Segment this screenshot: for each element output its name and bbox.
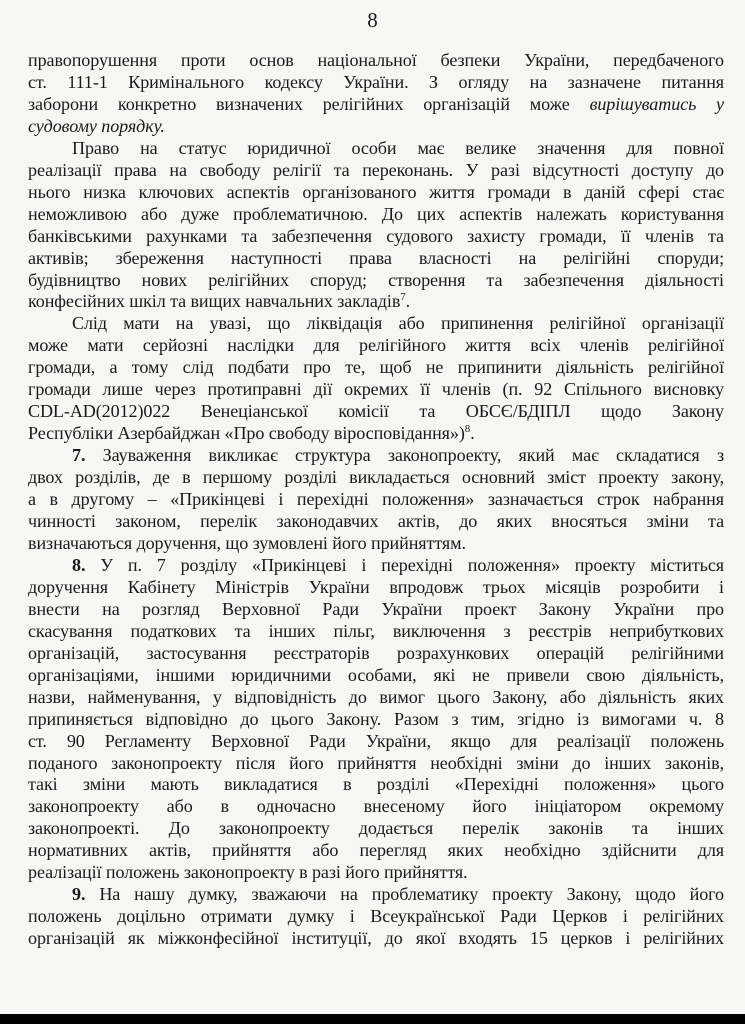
text-line: Слід мати на увазі, що ліквідація або припинення релігійної організації [72, 313, 724, 334]
item-number: 9. [72, 884, 86, 905]
text-line: нього низка ключових аспектів організованого життя громади в даній сфері стає [28, 181, 724, 202]
text-line: двох розділів, де в першому розділі викладається основний зміст проекту закону, [28, 467, 724, 488]
italic-text: вирішуватись у [589, 93, 724, 114]
text-line: припиняється відповідно до цього Закону. Разом з тим, згідно із вимогами ч. 8 [28, 708, 724, 729]
text-line [28, 884, 724, 906]
text-line: Республіки Азербайджан «Про свободу віросповідання»)$^8$. [28, 423, 475, 444]
text-line: громади, а тому слід подбати про те, щоб не припинити діяльність релігійної [28, 357, 724, 378]
text-line: реалізації положень законопроекту в разі його прийняття. [28, 862, 468, 883]
item-number: 7. [72, 445, 86, 466]
text-line: правопорушення проти основ національної безпеки України, передбаченого [28, 50, 724, 70]
text-line: законопроекті. До законопроекту додається перелік законів та інших [28, 818, 724, 839]
text-segment: У п. 7 розділу «Прикінцеві і перехідні положення» проекту міститься [85, 554, 724, 575]
text-line: законопроекту або в одночасно внесеному його ініціатором окремому [28, 796, 724, 817]
text-line: положень доцільно отримати думку і Всеукраїнської Ради Церков і релігійних [28, 906, 724, 927]
footnote-ref: 7 [400, 291, 406, 304]
text-line: організацій, застосування реєстраторів розрахункових операцій релігійними [28, 642, 724, 663]
text-line: неможливою або дуже проблематичною. До цих аспектів належать користування [28, 203, 724, 224]
text-line: банківськими рахунками та забезпечення судового захисту громади, її членів та [28, 225, 724, 246]
item-number: 8. [72, 554, 86, 575]
text-line: Право на статус юридичної особи має велике значення для повної [72, 137, 724, 158]
bottom-edge-bar [0, 1014, 745, 1024]
text-line: організаціями, іншими юридичними особами, які не привели свою діяльність, [28, 664, 724, 685]
text-line: нормативних актів, прийняття або перегляд яких необхідно здійснити для [28, 840, 724, 861]
text-line: громади лише через протиправні дії окремих її членів (п. 92 Спільного висновку [28, 379, 724, 400]
text-line: може мати серйозні наслідки для релігійного життя всіх членів релігійної [28, 335, 724, 356]
text-line: будівництво нових релігійних споруд; створення та забезпечення діяльності [28, 269, 724, 290]
text-line: поданого законопроекту після його прийняття необхідні зміни до інших законів, [28, 752, 724, 773]
paragraph-item-8 [28, 555, 724, 884]
text-line: ст. 111-1 Кримінального кодексу України. З огляду на зазначене питання [28, 71, 724, 92]
text-line: а в другому – «Прикінцеві і перехідні положення» зазначається строк набрання [28, 489, 724, 510]
text-line: CDL-AD(2012)022 Венеціанської комісії та ОБСЄ/БДІПЛ щодо Закону [28, 401, 724, 422]
text-line: реалізації права на свободу релігії та переконань. У разі відсутності доступу до [28, 159, 724, 180]
text-segment: конфесійних шкіл та вищих навчальних закладів [28, 291, 401, 312]
text-segment: заборони конкретно визначених релігійних організацій може [28, 93, 570, 114]
document-body [28, 50, 724, 950]
text-line: чинності законом, перелік законодавчих актів, до яких вносяться зміни та [28, 511, 724, 532]
paragraph-item-7 [28, 445, 724, 555]
text-line: судовому порядку. [28, 115, 165, 136]
text-segment: На нашу думку, зважаючи на проблематику проекту Закону, щодо його [85, 884, 724, 905]
text-line: конфесійних шкіл та вищих навчальних закладів$^7$. [28, 291, 411, 312]
text-line: визначаються доручення, що зумовлені його прийняттям. [28, 532, 466, 553]
text-segment: Зауваження викликає структура законопроекту, який має складатися з [85, 445, 724, 466]
text-line: організацій як міжконфесійної інституції, до якої входять 15 церков і релігійних [28, 928, 724, 949]
text-line: доручення Кабінету Міністрів України впродовж трьох місяців розробити і [28, 576, 724, 597]
page-number: 8 [367, 8, 378, 32]
footnote-ref: 8 [464, 423, 471, 436]
paragraph-2 [28, 138, 724, 314]
text-line [28, 94, 724, 116]
text-line: активів; збереження наступності права власності на релігійні споруди; [28, 247, 724, 268]
text-line: назви, найменування, у відповідність до вимог цього Закону, або діяльність яких [28, 686, 724, 707]
text-line [28, 445, 724, 467]
text-line: скасування податкових та інших пільг, виключення з реєстрів неприбуткових [28, 620, 724, 641]
text-segment: Республіки Азербайджан «Про свободу віросповідання») [28, 423, 465, 444]
text-line [28, 555, 724, 577]
text-line: ст. 90 Регламенту Верховної Ради України, якщо для реалізації положень [28, 730, 724, 751]
text-line: внести на розгляд Верховної Ради України проект Закону України про [28, 598, 724, 619]
paragraph-3 [28, 313, 724, 445]
text-line: такі зміни мають викладатися в розділі «Перехідні положення» цього [28, 774, 724, 795]
paragraph-item-9 [28, 884, 724, 950]
paragraph-1 [28, 50, 724, 138]
